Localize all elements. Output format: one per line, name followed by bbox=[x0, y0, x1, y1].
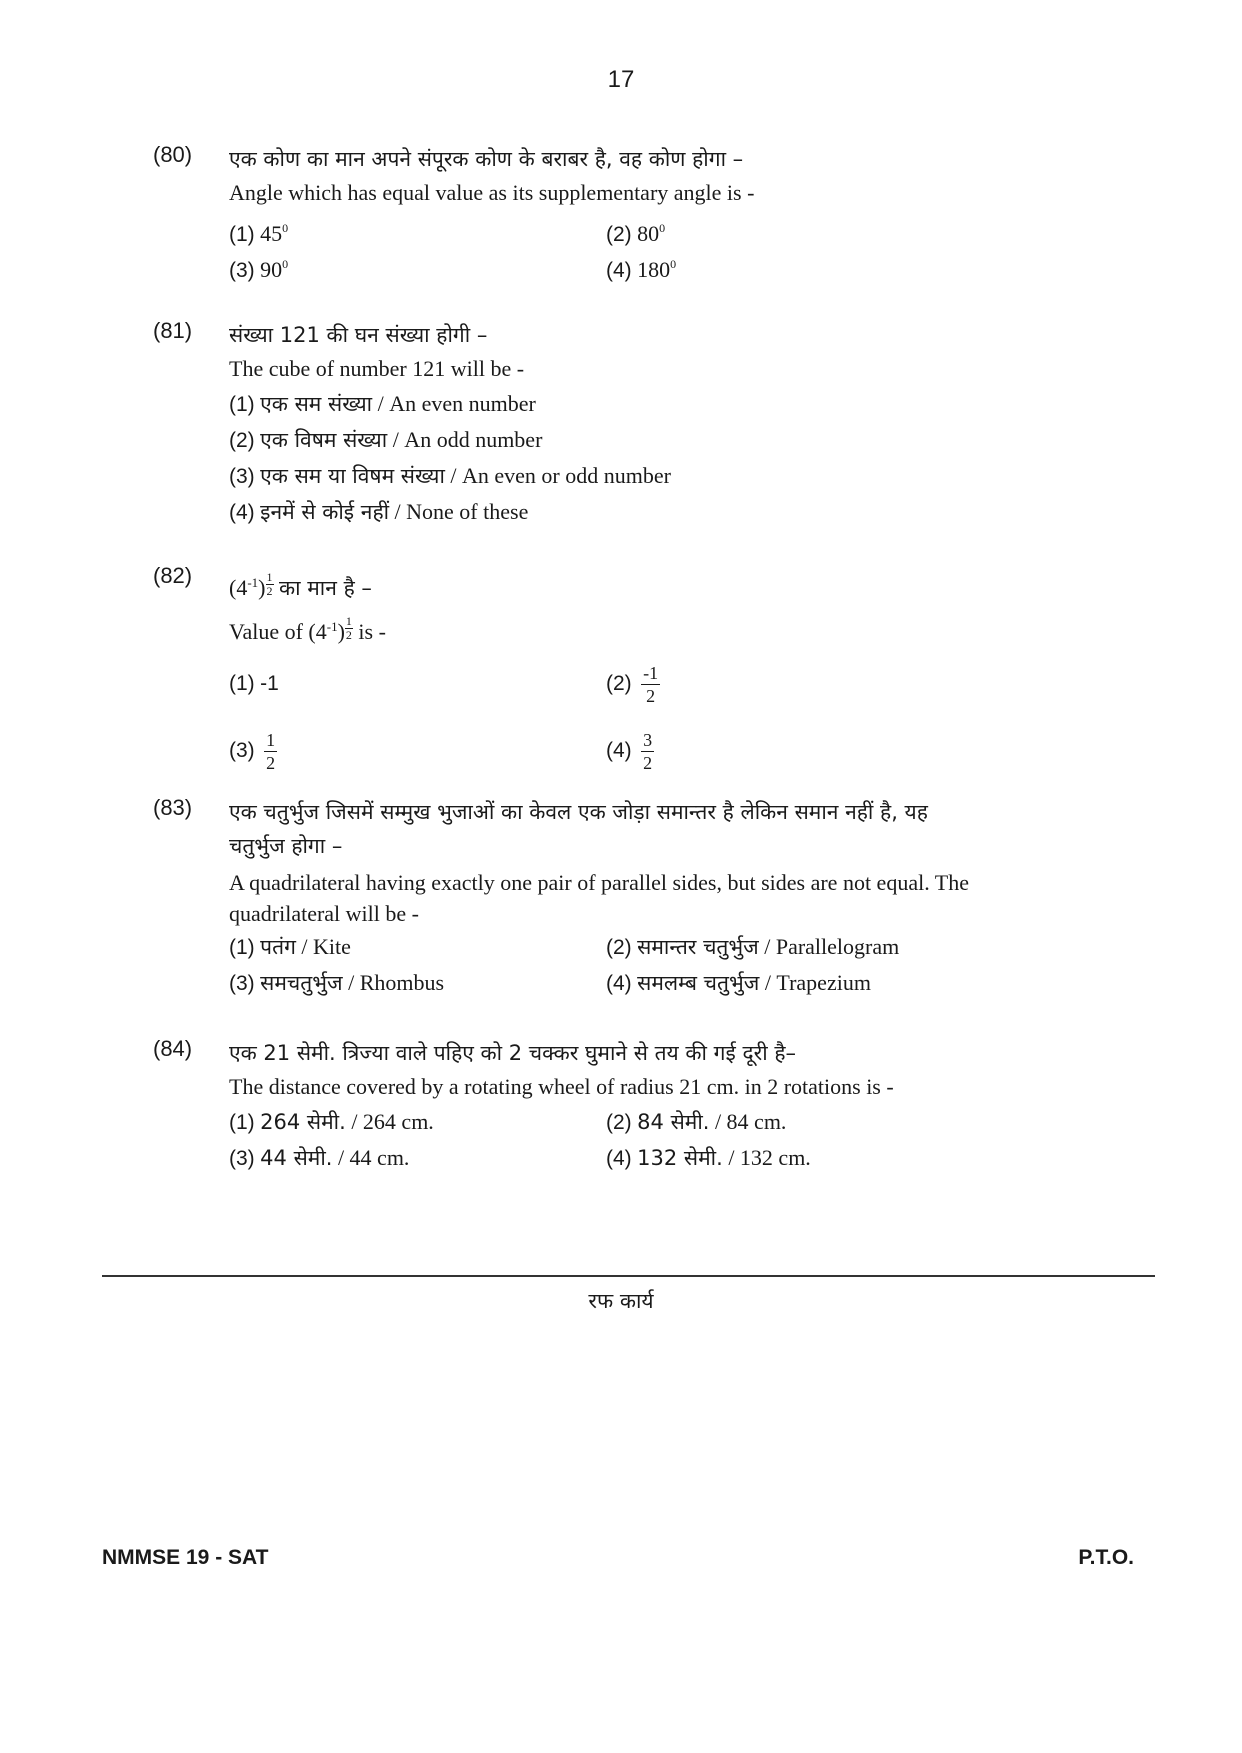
option-english: / 44 cm. bbox=[337, 1145, 410, 1170]
option-1 bbox=[229, 655, 606, 711]
option-hindi: एक सम या विषम संख्या bbox=[260, 464, 445, 488]
option-label: (3) bbox=[229, 972, 255, 995]
option-label: (1) bbox=[229, 936, 255, 959]
option-fraction: $\frac{-1}{2}$ bbox=[643, 663, 659, 707]
option-3 bbox=[229, 1140, 606, 1176]
option-english: / 132 cm. bbox=[728, 1145, 811, 1170]
option-hindi: समान्तर चतुर्भुज bbox=[637, 935, 759, 959]
option-label: (1) bbox=[229, 393, 255, 416]
option-english: / Rhombus bbox=[348, 970, 445, 995]
option-label: (2) bbox=[606, 672, 632, 695]
option-2 bbox=[606, 210, 1006, 246]
option-label: (2) bbox=[606, 936, 632, 959]
question-number: (84) bbox=[153, 1036, 193, 1061]
option-value: 80 bbox=[637, 221, 660, 246]
option-3 bbox=[229, 246, 606, 282]
option-hindi: समचतुर्भुज bbox=[260, 971, 343, 995]
option-3 bbox=[229, 965, 606, 1001]
option-hindi: 132 सेमी. bbox=[637, 1146, 723, 1170]
option-label: (4) bbox=[606, 972, 632, 995]
option-value: -1 bbox=[260, 672, 279, 695]
option-english: / None of these bbox=[394, 499, 529, 524]
footer-pto: P.T.O. bbox=[1078, 1546, 1134, 1569]
option-fraction: $\frac{1}{2}$ bbox=[266, 730, 276, 774]
option-english: / Parallelogram bbox=[764, 934, 900, 959]
option-4 bbox=[606, 1140, 1006, 1176]
option-label: (2) bbox=[606, 1111, 632, 1134]
option-hindi: समलम्ब चतुर्भुज bbox=[637, 971, 760, 995]
option-2 bbox=[606, 1104, 1006, 1140]
option-label: (3) bbox=[229, 465, 255, 488]
option-hindi: 84 सेमी. bbox=[637, 1110, 710, 1134]
option-english: / 84 cm. bbox=[714, 1109, 787, 1134]
degree-mark: 0 bbox=[670, 257, 677, 271]
option-hindi: 264 सेमी. bbox=[260, 1110, 346, 1134]
option-label: (3) bbox=[229, 259, 255, 282]
option-label: (4) bbox=[606, 739, 632, 762]
option-hindi: इनमें से कोई नहीं bbox=[260, 500, 390, 524]
question-number: (80) bbox=[153, 142, 193, 167]
option-4 bbox=[229, 494, 1109, 530]
option-label: (3) bbox=[229, 1147, 255, 1170]
degree-mark: 0 bbox=[282, 221, 289, 235]
option-label: (2) bbox=[229, 429, 255, 452]
page-number: 17 bbox=[607, 66, 635, 93]
question-text-english: The cube of number 121 will be - bbox=[229, 356, 525, 381]
question-text-hindi: $(4^{-1})$ $\frac{1}{2}$ का मान है – bbox=[229, 563, 1109, 603]
option-label: (1) bbox=[229, 1111, 255, 1134]
option-fraction: $\frac{3}{2}$ bbox=[643, 730, 653, 774]
option-english: / Trapezium bbox=[764, 970, 871, 995]
option-4 bbox=[606, 246, 1006, 282]
rough-work-divider bbox=[102, 1275, 1155, 1277]
option-hindi: 44 सेमी. bbox=[260, 1146, 333, 1170]
question-number: (82) bbox=[153, 563, 193, 588]
power-expression: $(4^{-1})$ $\frac{1}{2}$ bbox=[229, 570, 273, 600]
option-english: / 264 cm. bbox=[351, 1109, 434, 1134]
question-text-english-line1: A quadrilateral having exactly one pair of parallel sides, but sides are not equal. The bbox=[229, 870, 970, 895]
question-text-english-line2: quadrilateral will be - bbox=[229, 901, 419, 926]
question-number: (83) bbox=[153, 795, 193, 820]
option-label: (3) bbox=[229, 739, 255, 762]
option-label: (1) bbox=[229, 223, 255, 246]
option-1 bbox=[229, 1104, 606, 1140]
option-label: (1) bbox=[229, 672, 255, 695]
question-text-hindi-line1: एक चतुर्भुज जिसमें सम्मुख भुजाओं का केवल एक जोड़ा समान्तर है लेकिन समान नहीं है, यह bbox=[229, 800, 928, 824]
degree-mark: 0 bbox=[659, 221, 666, 235]
footer-exam-code: NMMSE 19 - SAT bbox=[102, 1546, 269, 1569]
option-1 bbox=[229, 386, 1109, 422]
option-value: 90 bbox=[260, 257, 283, 282]
option-english: / Kite bbox=[301, 934, 351, 959]
option-2 bbox=[606, 655, 1006, 711]
option-label: (4) bbox=[229, 501, 255, 524]
option-value: 45 bbox=[260, 221, 283, 246]
question-number: (81) bbox=[153, 318, 193, 343]
option-hindi: एक सम संख्या bbox=[260, 392, 373, 416]
option-english: / An even or odd number bbox=[450, 463, 671, 488]
option-label: (4) bbox=[606, 259, 632, 282]
option-2 bbox=[229, 422, 1109, 458]
question-text-english: Value of $(4^{-1})$ $\frac{1}{2}$ is - bbox=[229, 607, 1109, 647]
degree-mark: 0 bbox=[282, 257, 289, 271]
question-text-hindi: संख्या 121 की घन संख्या होगी – bbox=[229, 323, 488, 347]
question-text-hindi-line2: चतुर्भुज होगा – bbox=[229, 834, 343, 858]
option-hindi: एक विषम संख्या bbox=[260, 428, 388, 452]
question-text-hindi: एक 21 सेमी. त्रिज्या वाले पहिए को 2 चक्कर घुमाने से तय की गई दूरी है– bbox=[229, 1041, 796, 1065]
question-text-english: Angle which has equal value as its supplementary angle is - bbox=[229, 180, 755, 205]
option-3 bbox=[229, 458, 1109, 494]
option-value: 180 bbox=[637, 257, 671, 282]
option-4 bbox=[606, 719, 1006, 781]
option-english: / An even number bbox=[377, 391, 536, 416]
power-expression: $(4^{-1})$ $\frac{1}{2}$ bbox=[308, 614, 352, 644]
option-1 bbox=[229, 929, 606, 965]
option-2 bbox=[606, 929, 1006, 965]
option-4 bbox=[606, 965, 1006, 1001]
option-label: (4) bbox=[606, 1147, 632, 1170]
option-english: / An odd number bbox=[392, 427, 543, 452]
option-label: (2) bbox=[606, 223, 632, 246]
option-1 bbox=[229, 210, 606, 246]
question-text-hindi: एक कोण का मान अपने संपूरक कोण के बराबर है, वह कोण होगा – bbox=[229, 147, 744, 171]
question-text-english: The distance covered by a rotating wheel of radius 21 cm. in 2 rotations is - bbox=[229, 1074, 894, 1099]
option-3 bbox=[229, 719, 606, 781]
option-hindi: पतंग bbox=[260, 935, 296, 959]
rough-work-label: रफ कार्य bbox=[588, 1289, 654, 1313]
